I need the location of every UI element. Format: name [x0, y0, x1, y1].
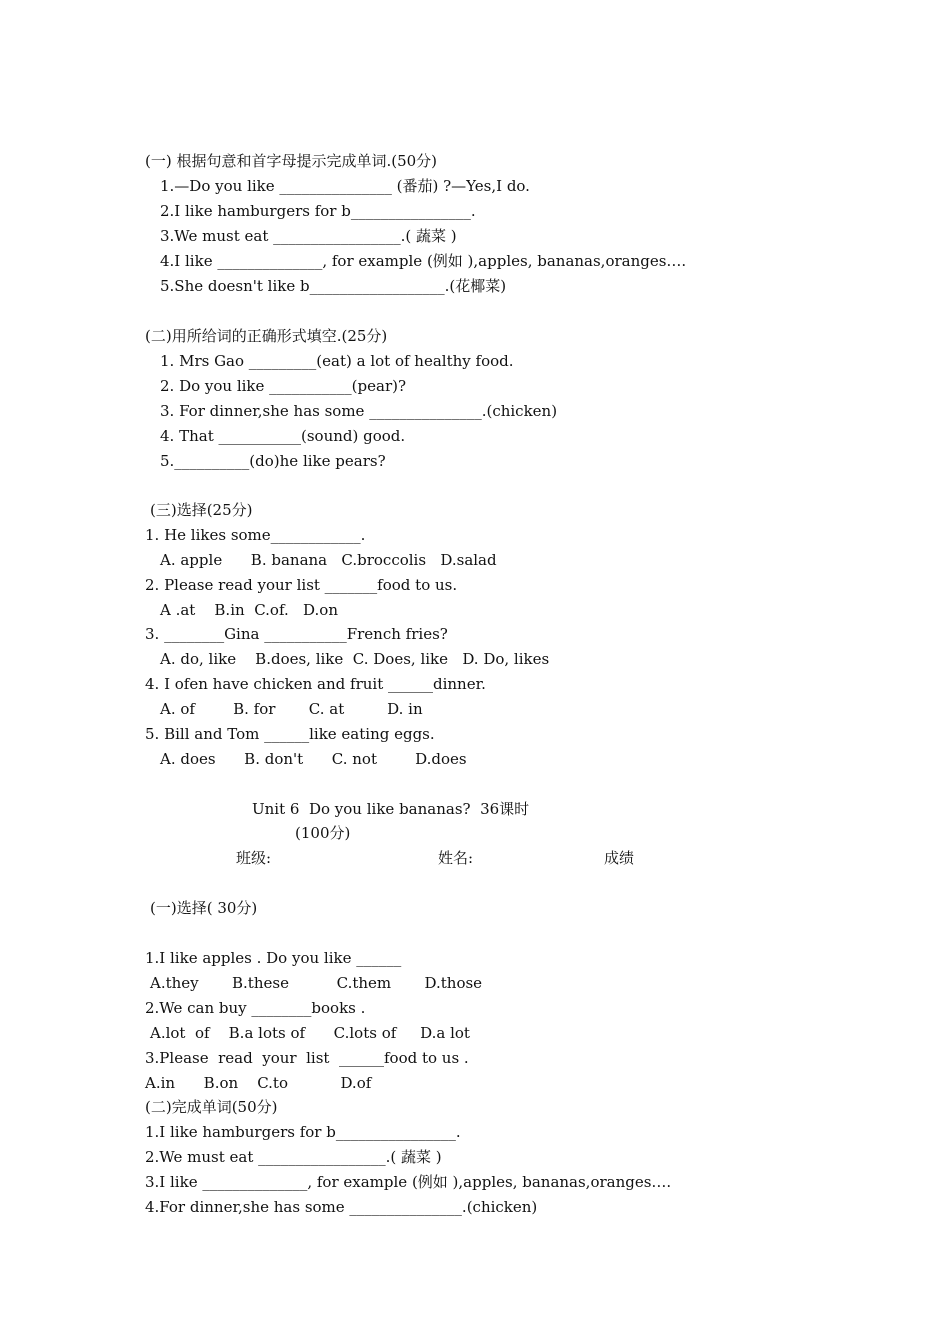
- unit-title: Unit 6 Do you like bananas? 36课时: [252, 800, 530, 818]
- fill-in-item: 4. That ___________(sound) good.: [160, 427, 406, 445]
- section-title: (二)完成单词(50分): [145, 1098, 278, 1116]
- question: 1.I like apples . Do you like ______: [145, 949, 402, 967]
- fill-in-item: 3.We must eat _________________.( 蔬菜 ): [160, 227, 457, 245]
- question: 5. Bill and Tom ______like eating eggs.: [145, 725, 435, 743]
- question: 2.We can buy ________books .: [145, 999, 366, 1017]
- fill-in-item: 4.I like ______________, for example (例如 ),apples, bananas,oranges….: [160, 252, 687, 270]
- fill-in-item: 1.—Do you like _______________ (番茄) ?—Yes,I do.: [160, 177, 530, 195]
- question: 2. Please read your list _______food to us.: [145, 576, 458, 594]
- student-info-row: [0, 848, 950, 868]
- answer-options: A.lot of B.a lots of C.lots of D.a lot: [150, 1024, 470, 1042]
- question: 3. ________Gina ___________French fries?: [145, 625, 448, 643]
- name-label: 姓名:: [438, 849, 474, 867]
- answer-options: A.in B.on C.to D.of: [145, 1074, 372, 1092]
- question: 3.Please read your list ______food to us .: [145, 1049, 469, 1067]
- fill-in-item: 4.For dinner,she has some _______________.(chicken): [145, 1198, 538, 1216]
- fill-in-item: 2. Do you like ___________(pear)?: [160, 377, 407, 395]
- answer-options: A.they B.these C.them D.those: [150, 974, 483, 992]
- answer-options: A. does B. don't C. not D.does: [160, 750, 467, 768]
- section-title: (一) 根据句意和首字母提示完成单词.(50分): [145, 152, 438, 170]
- fill-in-item: 5.__________(do)he like pears?: [160, 452, 386, 470]
- answer-options: A .at B.in C.of. D.on: [160, 601, 338, 619]
- fill-in-item: 3. For dinner,she has some _______________.(chicken): [160, 402, 558, 420]
- total-score: (100分): [295, 824, 351, 842]
- answer-options: A. do, like B.does, like C. Does, like D. Do, likes: [160, 650, 550, 668]
- fill-in-item: 2.We must eat _________________.( 蔬菜 ): [145, 1148, 442, 1166]
- fill-in-item: 3.I like ______________, for example (例如 ),apples, bananas,oranges….: [145, 1173, 672, 1191]
- grade-label: 成绩: [604, 849, 635, 867]
- section-title: (二)用所给词的正确形式填空.(25分): [145, 327, 388, 345]
- fill-in-item: 1.I like hamburgers for b________________.: [145, 1123, 461, 1141]
- fill-in-item: 1. Mrs Gao _________(eat) a lot of healthy food.: [160, 352, 514, 370]
- question: 4. I ofen have chicken and fruit ______dinner.: [145, 675, 486, 693]
- fill-in-item: 2.I like hamburgers for b________________.: [160, 202, 476, 220]
- question: 1. He likes some____________.: [145, 526, 366, 544]
- answer-options: A. of B. for C. at D. in: [160, 700, 423, 718]
- fill-in-item: 5.She doesn't like b__________________.(花椰菜): [160, 277, 507, 295]
- section-title: (三)选择(25分): [150, 501, 253, 519]
- answer-options: A. apple B. banana C.broccolis D.salad: [160, 551, 497, 569]
- section-title: (一)选择( 30分): [150, 899, 258, 917]
- class-label: 班级:: [236, 849, 272, 867]
